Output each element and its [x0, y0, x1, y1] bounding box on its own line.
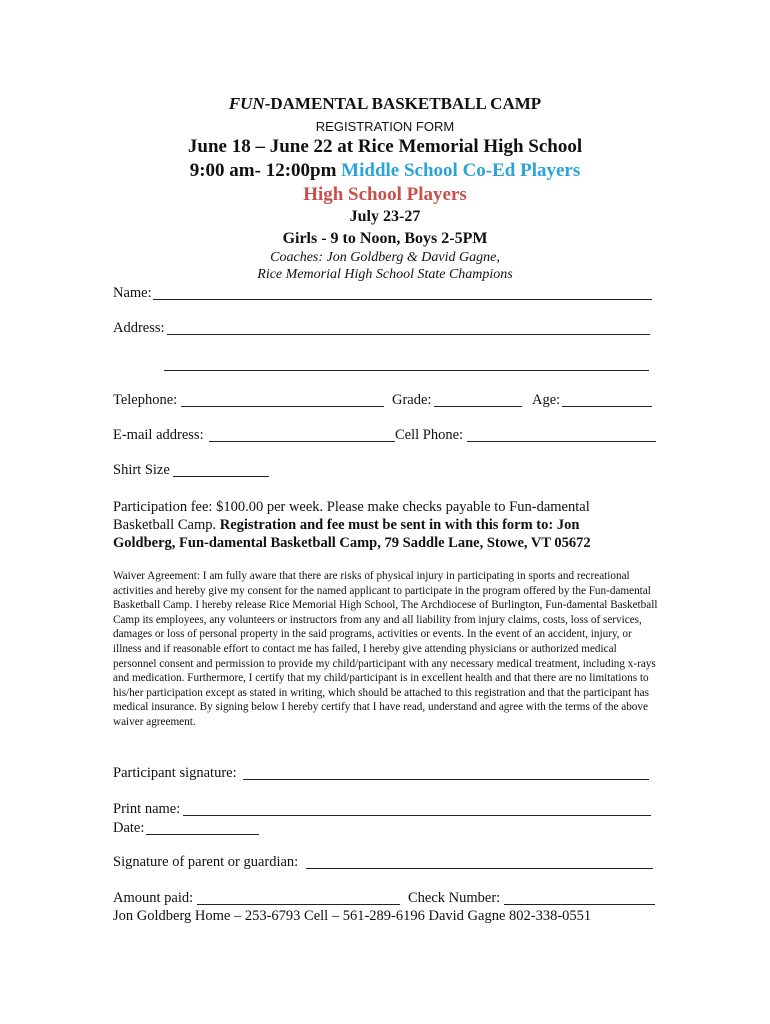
email-label: E-mail address:	[113, 427, 204, 443]
amount-paid-label: Amount paid:	[113, 890, 194, 906]
champions-line: Rice Memorial High School State Champions	[257, 267, 513, 282]
camp-dates: June 18 – June 22 at Rice Memorial High School	[187, 136, 583, 157]
check-number-field[interactable]	[504, 904, 655, 905]
camp-title-italic: FUN	[228, 94, 265, 113]
age-label: Age:	[532, 392, 561, 408]
amount-row	[113, 890, 193, 907]
waiver-agreement: Waiver Agreement: I am fully aware that there are risks of physical injury in participating in sports and recreational activities and hereby give my consent for the named applicant to participate in the program offered by the Fun-damental Basketball Camp. I hereby release Rice Memorial High School, The Archdiocese of Burlington, Fun-damental Basketball Camp its employees, any volunteers or instructors from any and all liability from injury claims, costs, loss of services, damages or loss of personal property in the said programs, activities or events. In the event of an accident, injury, or illness and if reasonable effort to contact me has failed, I hereby give attending physicians or authorized medical personnel consent and permission to provide my child/participant with any necessary medical treatment, including x-rays and medication. Furthermore, I certify that my child/participant is in excellent health and that there are no limitations to his/her participation except as stated in writing, which should be attached to this registration and that the participant has medical insurance. By signing below I hereby certify that I have read, understand and agree with the terms of the above waiver agreement.	[113, 570, 658, 728]
fee-text: Participation fee: $100.00 per week. Please make checks payable to Fun-damental Basketball Camp.	[113, 499, 590, 533]
age-field[interactable]	[562, 406, 652, 407]
name-field[interactable]	[153, 299, 652, 300]
shirt-size-label: Shirt Size	[113, 462, 170, 478]
cell-phone-field[interactable]	[467, 441, 656, 442]
name-label: Name:	[113, 285, 152, 301]
shirt-row	[113, 462, 170, 479]
high-school-group: High School Players	[303, 184, 467, 205]
fee-instructions: Registration and fee must be sent in with this form to: Jon Goldberg, Fun-damental Basketball Camp, 79 Saddle Lane, Stowe, VT 05672	[113, 517, 591, 551]
date-label: Date:	[113, 820, 145, 836]
camp-title	[0, 94, 770, 114]
print-name-field[interactable]	[183, 815, 651, 816]
camp-time: 9:00 am- 12:00pm	[189, 160, 342, 181]
check-number-label: Check Number:	[408, 890, 501, 906]
email-row	[113, 427, 204, 444]
high-school-dates: July 23-27	[349, 208, 421, 225]
parent-signature-label: Signature of parent or guardian:	[113, 854, 299, 870]
form-subtitle: REGISTRATION FORM	[315, 119, 455, 134]
date-field[interactable]	[146, 834, 259, 835]
email-field[interactable]	[209, 441, 395, 442]
telephone-row	[113, 392, 177, 409]
shirt-size-field[interactable]	[173, 476, 269, 477]
contact-line: Jon Goldberg Home – 253-6793 Cell – 561-289-6196 David Gagne 802-338-0551	[113, 908, 592, 924]
fee-paragraph	[113, 498, 643, 552]
high-school-times: Girls - 9 to Noon, Boys 2-5PM	[282, 230, 488, 247]
name-row	[113, 285, 152, 302]
address-label: Address:	[113, 320, 165, 336]
cell-phone-label: Cell Phone:	[395, 427, 464, 443]
coaches-line: Coaches: Jon Goldberg & David Gagne,	[270, 250, 500, 265]
amount-paid-field[interactable]	[197, 904, 400, 905]
participant-signature-label: Participant signature:	[113, 765, 237, 781]
print-name-row	[113, 801, 180, 818]
parent-signature-field[interactable]	[306, 868, 653, 869]
camp-time-line	[0, 160, 770, 182]
participant-signature-field[interactable]	[243, 779, 649, 780]
date-row	[113, 820, 144, 837]
middle-school-group: Middle School Co-Ed Players	[341, 160, 581, 181]
camp-title-rest: -DAMENTAL BASKETBALL CAMP	[264, 94, 542, 113]
telephone-field[interactable]	[181, 406, 384, 407]
print-name-label: Print name:	[113, 801, 181, 817]
parent-signature-row	[113, 854, 298, 871]
grade-label: Grade:	[392, 392, 432, 408]
address-field-line-1[interactable]	[167, 334, 650, 335]
telephone-label: Telephone:	[113, 392, 178, 408]
participant-signature-row	[113, 765, 237, 782]
address-field-line-2[interactable]	[164, 370, 649, 371]
address-row	[113, 320, 165, 337]
grade-field[interactable]	[434, 406, 522, 407]
